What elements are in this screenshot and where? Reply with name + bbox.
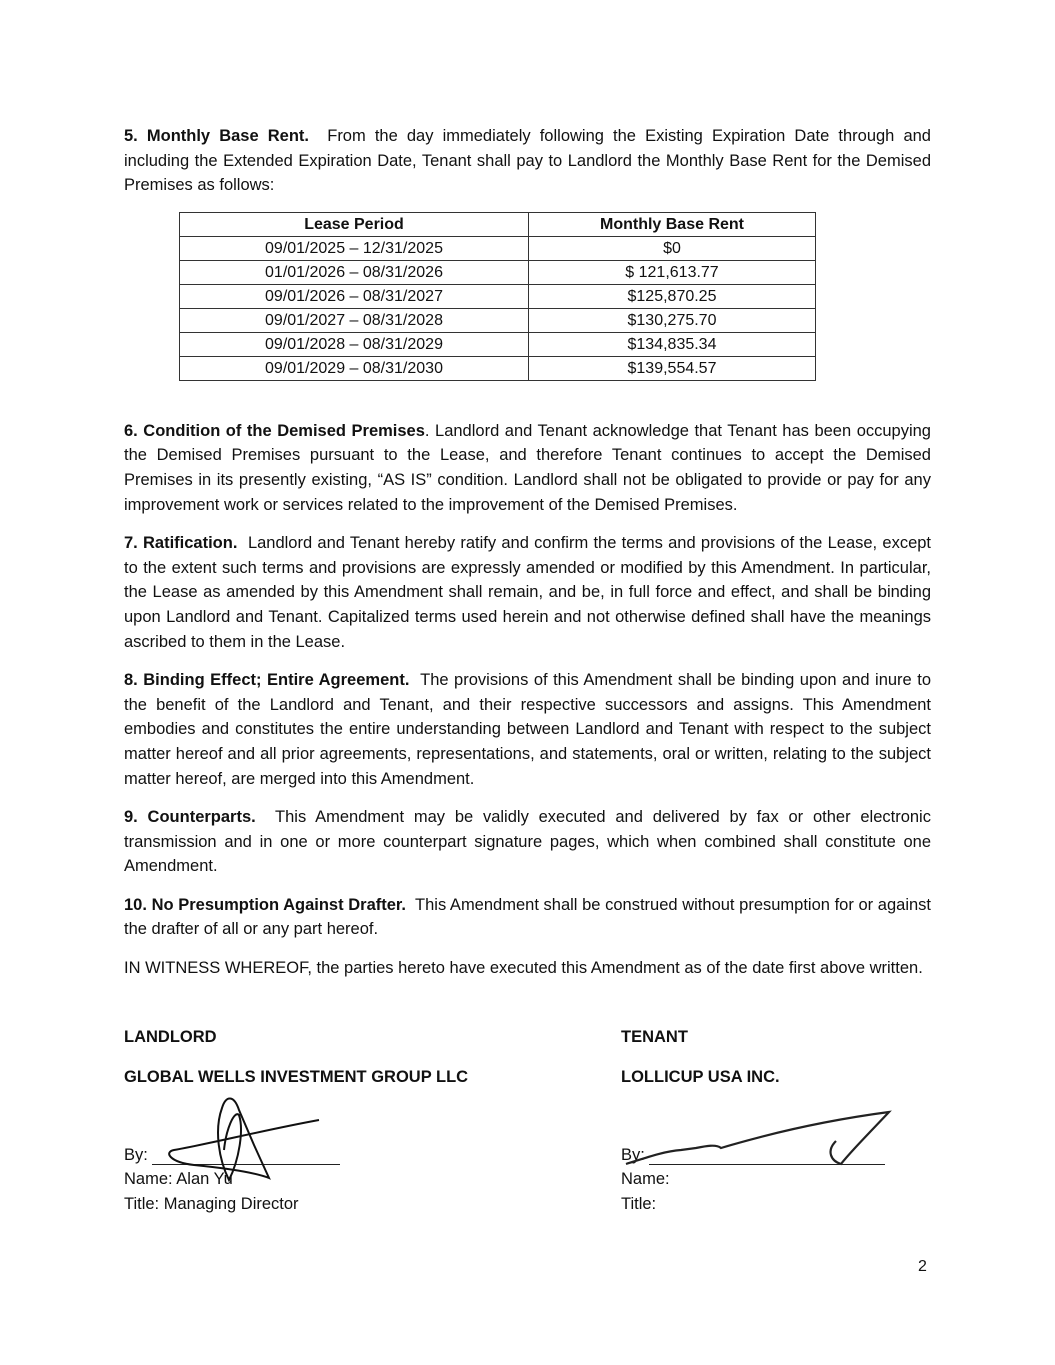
party-org: LOLLICUP USA INC.	[621, 1068, 780, 1086]
handwritten-signature	[621, 1106, 901, 1176]
signature-line	[124, 1146, 340, 1165]
section-heading: 5. Monthly Base Rent.	[124, 127, 310, 145]
party-org: GLOBAL WELLS INVESTMENT GROUP LLC	[124, 1068, 469, 1086]
lease-period: 09/01/2025 – 12/31/2025	[180, 236, 529, 260]
section-heading: 8. Binding Effect; Entire Agreement.	[124, 671, 410, 690]
lease-period: 01/01/2026 – 08/31/2026	[180, 260, 529, 284]
section-text: Landlord and Tenant hereby ratify and confirm the terms and provisions of the Lease, except to the extent such terms and provisions are expressly amended or modified by this Amendment. In particular, the Lease as amended by this Amendment shall remain, and be, in full force and effect, and shall be binding upon Landlord and Tenant. Capitalized terms used herein and not otherwise defined shall have the meanings ascribed to them in the Lease.	[124, 534, 932, 651]
signer-title: Title:	[621, 1195, 657, 1213]
signer-name: Name:	[621, 1170, 670, 1188]
by-label: By:	[124, 1146, 148, 1164]
signature-block	[124, 1028, 931, 1228]
lease-period: 09/01/2028 – 08/31/2029	[180, 332, 529, 356]
section-text: . Landlord and Tenant acknowledge that Tenant has been occupying the Demised Premises pursuant to the Lease, and therefore Tenant continues to accept the Demised Premises in its presently existing, “AS IS” condition. Landlord shall not be obligated to provide or pay for any improvement work or services related to the improvement of the Demised Premises.	[124, 421, 931, 514]
monthly-rent: $139,554.57	[529, 356, 816, 380]
signer-name: Name: Alan Yu	[124, 1170, 233, 1188]
rent-table	[179, 212, 816, 381]
table-row	[180, 308, 816, 332]
witness-clause: IN WITNESS WHEREOF, the parties hereto have executed this Amendment as of the date first above written.	[124, 959, 923, 978]
table-row	[180, 260, 816, 284]
table-row	[180, 284, 816, 308]
table-row	[180, 236, 816, 260]
party-label: LANDLORD	[124, 1028, 217, 1046]
table-header-row	[180, 212, 816, 236]
section-heading: 10. No Presumption Against Drafter.	[124, 895, 407, 914]
column-header: Lease Period	[180, 212, 529, 236]
column-header: Monthly Base Rent	[529, 212, 816, 236]
signature-underline	[649, 1148, 885, 1165]
monthly-rent: $ 121,613.77	[529, 260, 816, 284]
party-label: TENANT	[621, 1028, 688, 1046]
section-heading: 7. Ratification.	[124, 534, 238, 553]
monthly-rent: $125,870.25	[529, 284, 816, 308]
table-row	[180, 356, 816, 380]
section-8	[124, 668, 931, 791]
signer-title: Title: Managing Director	[124, 1195, 299, 1213]
section-heading: 9. Counterparts.	[124, 808, 256, 827]
section-9	[124, 805, 931, 879]
section-text: From the day immediately following the Existing Expiration Date through and including the Extended Expiration Date, Tenant shall pay to Landlord the Monthly Base Rent for the Demised Premises as follows:	[124, 127, 931, 195]
section-10	[124, 893, 931, 942]
monthly-rent: $130,275.70	[529, 308, 816, 332]
section-heading: 6. Condition of the Demised Premises	[124, 421, 425, 440]
section-text: This Amendment shall be construed without presumption for or against the drafter of all or any part hereof.	[124, 895, 932, 939]
page-number: 2	[918, 1258, 927, 1275]
signature-underline	[152, 1148, 340, 1165]
lease-period: 09/01/2029 – 08/31/2030	[180, 356, 529, 380]
lease-period: 09/01/2027 – 08/31/2028	[180, 308, 529, 332]
section-7	[124, 531, 931, 654]
table-row	[180, 332, 816, 356]
document-body	[124, 124, 931, 995]
signature-line	[621, 1146, 885, 1165]
monthly-rent: $0	[529, 236, 816, 260]
section-text: This Amendment may be validly executed and delivered by fax or other electronic transmission and in one or more counterpart signature pages, which when combined shall constitute one Amendment.	[124, 808, 931, 876]
monthly-rent: $134,835.34	[529, 332, 816, 356]
section-6	[124, 419, 931, 517]
lease-period: 09/01/2026 – 08/31/2027	[180, 284, 529, 308]
section-5	[124, 124, 931, 198]
by-label: By:	[621, 1146, 645, 1164]
section-text: The provisions of this Amendment shall be binding upon and inure to the benefit of the Landlord and Tenant, and their respective successors and assigns. This Amendment embodies and constitutes the entire understanding between Landlord and Tenant with respect to the subject matter hereof and all prior agreements, representations, and statements, oral or written, relating to the subject matter hereof, are merged into this Amendment.	[124, 671, 931, 788]
